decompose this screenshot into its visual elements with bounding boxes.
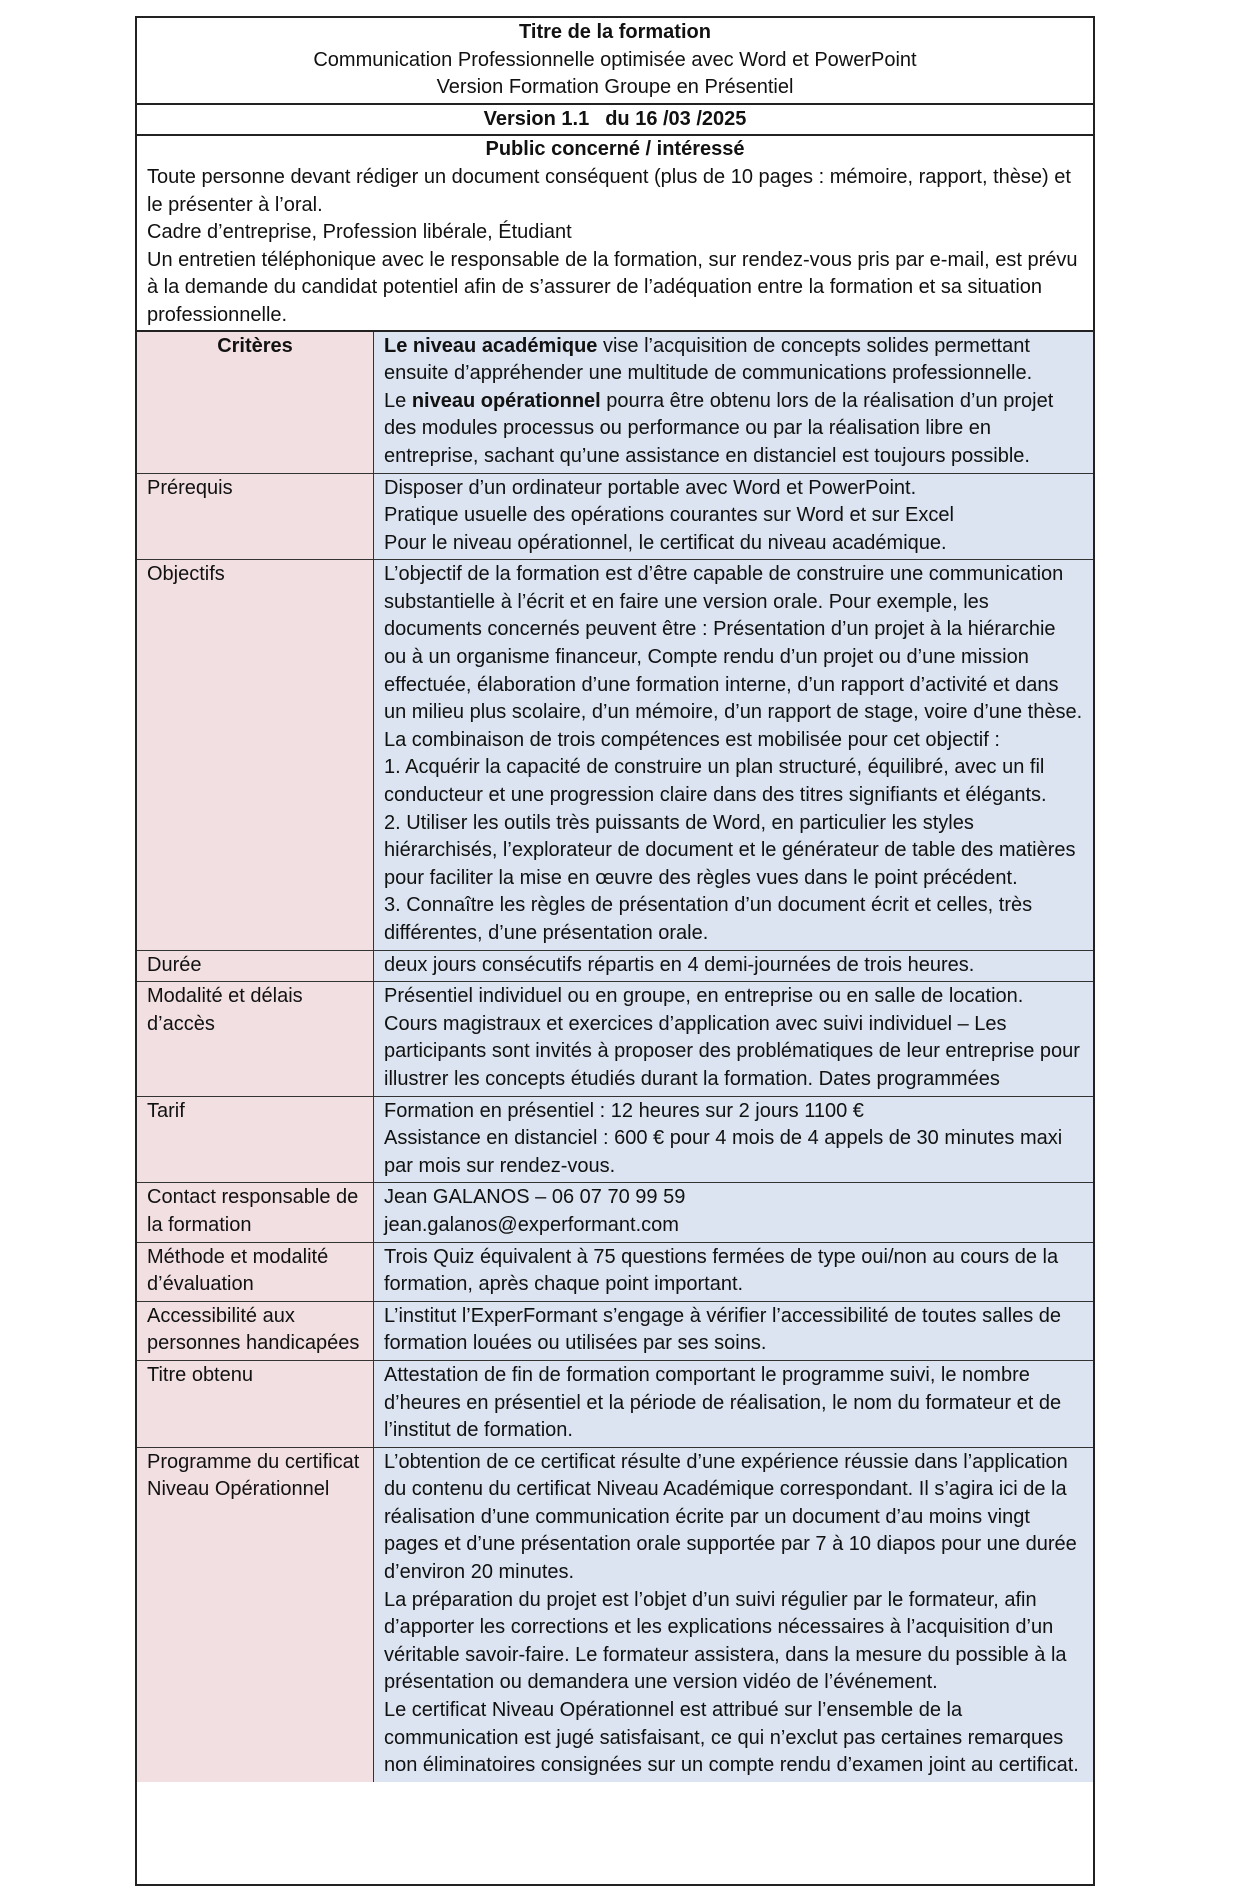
row-content: Présentiel individuel ou en groupe, en entreprise ou en salle de location. Cours magistraux et exercices d’application avec suivi individuel – Les participants sont invités à proposer des problématiques de leur entreprise pour illustrer les concepts étudiés durant la formation. Dates programmées bbox=[374, 982, 1094, 1096]
row-label: Accessibilité aux personnes handicapées bbox=[137, 1301, 374, 1360]
row-label: Critères bbox=[137, 331, 374, 473]
bold-text: Le niveau académique bbox=[384, 334, 598, 357]
document-subtitle-version: Version Formation Groupe en Présentiel bbox=[436, 76, 794, 99]
row-content: Le niveau académique vise l’acquisition de concepts solides permettant ensuite d’appréhender une multitude de communications professionnelle. Le niveau opérationnel pourra être obtenu lors de la réalisation d’un projet des modules processus ou performance ou par la réalisation libre en entreprise, sachant qu’une assistance en distanciel est toujours possible. bbox=[374, 331, 1094, 473]
row-content: L’objectif de la formation est d’être capable de construire une communication substantielle à l’écrit et en faire une version orale. Pour exemple, les documents concernés peuvent être : Présentation d’un projet à la hiérarchie ou à un organisme financeur, Compte rendu d’un projet ou d’une mission effectuée, élaboration d’une formation interne, d’un rapport d’activité et dans un milieu plus scolaire, d’un mémoire, d’un rapport de stage, voire d’une thèse. La combinaison de trois compétences est mobilisée pour cet objectif : 1. Acquérir la capacité de construire un plan structuré, équilibré, avec un fil conducteur et une progression claire dans des titres signifiants et élégants. 2. Utiliser les outils très puissants de Word, en particulier les styles hiérarchisés, l’explorateur de document et le générateur de table des matières pour faciliter la mise en œuvre des règles vues dans le point précédent. 3. Connaître les règles de présentation d’un document écrit et celles, très différentes, d’une présentation orale. bbox=[374, 560, 1094, 950]
document-title: Titre de la formation bbox=[519, 21, 711, 43]
public-section bbox=[137, 136, 1093, 329]
row-content: deux jours consécutifs répartis en 4 demi-journées de trois heures. bbox=[374, 950, 1094, 982]
table-row bbox=[137, 1301, 1093, 1360]
row-label: Objectifs bbox=[137, 560, 374, 950]
row-label: Durée bbox=[137, 950, 374, 982]
table-row bbox=[137, 1096, 1093, 1183]
title-block bbox=[137, 18, 1093, 105]
table-row bbox=[137, 950, 1093, 982]
table-row bbox=[137, 1447, 1093, 1782]
row-content bbox=[374, 1183, 1094, 1242]
public-heading: Public concerné / intéressé bbox=[485, 138, 745, 161]
version-label: Version 1.1 bbox=[483, 107, 590, 130]
row-label: Programme du certificat Niveau Opérationnel bbox=[137, 1447, 374, 1782]
contact-phone: Jean GALANOS – 06 07 70 99 59 bbox=[384, 1186, 686, 1209]
row-label: Prérequis bbox=[137, 473, 374, 560]
row-label: Méthode et modalité d’évaluation bbox=[137, 1242, 374, 1301]
table-row bbox=[137, 560, 1093, 950]
training-sheet bbox=[135, 16, 1095, 1886]
criteria-table bbox=[137, 330, 1093, 1782]
row-content: Disposer d’un ordinateur portable avec Word et PowerPoint. Pratique usuelle des opérations courantes sur Word et sur Excel Pour le niveau opérationnel, le certificat du niveau académique. bbox=[374, 473, 1094, 560]
document-subtitle: Communication Professionnelle optimisée avec Word et PowerPoint bbox=[313, 48, 917, 71]
row-content: Trois Quiz équivalent à 75 questions fermées de type oui/non au cours de la formation, après chaque point important. bbox=[374, 1242, 1094, 1301]
bold-text: niveau opérationnel bbox=[411, 389, 601, 412]
contact-email: jean.galanos@experformant.com bbox=[384, 1213, 679, 1236]
row-label: Titre obtenu bbox=[137, 1360, 374, 1447]
table-row bbox=[137, 1183, 1093, 1242]
row-label: Tarif bbox=[137, 1096, 374, 1183]
table-row bbox=[137, 1360, 1093, 1447]
table-row bbox=[137, 982, 1093, 1096]
public-line: Un entretien téléphonique avec le responsable de la formation, sur rendez-vous pris par e-mail, est prévu à la demande du candidat potentiel afin de s’assurer de l’adéquation entre la formation et sa situation professionnelle. bbox=[147, 248, 1078, 326]
row-label: Contact responsable de la formation bbox=[137, 1183, 374, 1242]
row-content: Attestation de fin de formation comportant le programme suivi, le nombre d’heures en présentiel et la période de réalisation, le nom du formateur et de l’institut de formation. bbox=[374, 1360, 1094, 1447]
public-line: Cadre d’entreprise, Profession libérale, Étudiant bbox=[147, 221, 572, 244]
table-row bbox=[137, 331, 1093, 473]
row-content: Formation en présentiel : 12 heures sur 2 jours 1100 € Assistance en distanciel : 600 € pour 4 mois de 4 appels de 30 minutes maxi par mois sur rendez-vous. bbox=[374, 1096, 1094, 1183]
row-label: Modalité et délais d’accès bbox=[137, 982, 374, 1096]
table-row bbox=[137, 473, 1093, 560]
version-date: du 16 /03 /2025 bbox=[605, 107, 747, 130]
public-line: Toute personne devant rédiger un document conséquent (plus de 10 pages : mémoire, rapport, thèse) et le présenter à l’oral. bbox=[147, 165, 1071, 216]
row-content: L’obtention de ce certificat résulte d’une expérience réussie dans l’application du contenu du certificat Niveau Académique correspondant. Il s’agira ici de la réalisation d’une communication écrite par un document d’au moins vingt pages et d’une présentation orale supportée par 7 à 10 diapos pour une durée d’environ 20 minutes. La préparation du projet est l’objet d’un suivi régulier par le formateur, afin d’apporter les corrections et les explications nécessaires à l’acquisition d’un véritable savoir-faire. Le formateur assistera, dans la mesure du possible à la présentation ou demandera une version vidéo de l’événement. Le certificat Niveau Opérationnel est attribué sur l’ensemble de la communication est jugé satisfaisant, ce qui n’exclut pas certaines remarques non éliminatoires consignées sur un compte rendu d’examen joint au certificat. bbox=[374, 1447, 1094, 1782]
row-content: L’institut l’ExperFormant s’engage à vérifier l’accessibilité de toutes salles de formation louées ou utilisées par ses soins. bbox=[374, 1301, 1094, 1360]
table-row bbox=[137, 1242, 1093, 1301]
version-line bbox=[137, 105, 1093, 137]
